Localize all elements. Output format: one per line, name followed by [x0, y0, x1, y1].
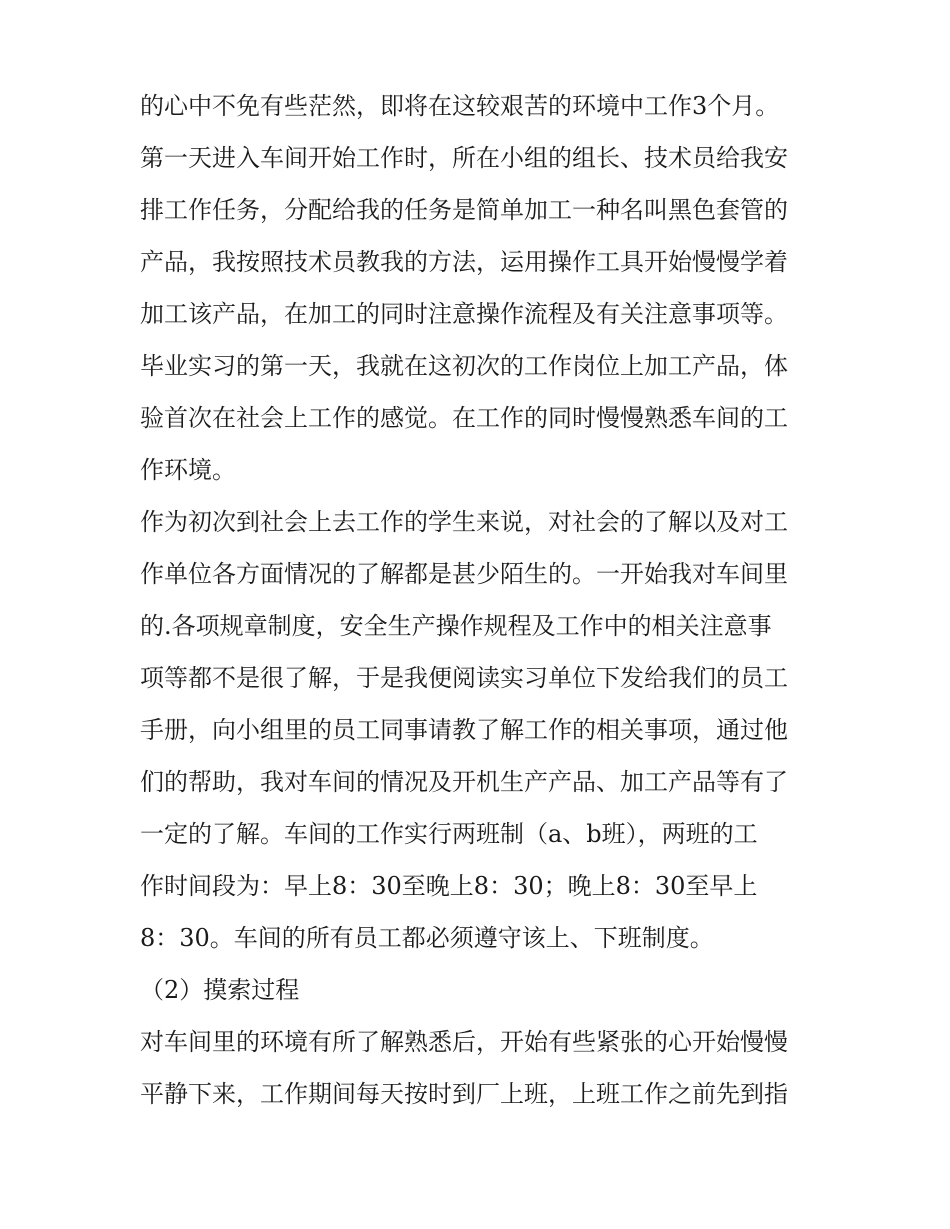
section-heading: （2）摸索过程	[140, 976, 300, 1004]
text-line: 们的帮助，我对车间的情况及开机生产产品、加工产品等有了	[140, 768, 788, 796]
text-line: 的.各项规章制度，安全生产操作规程及工作中的相关注意事	[140, 612, 772, 640]
text-line: 毕业实习的第一天，我就在这初次的工作岗位上加工产品，体	[140, 352, 788, 380]
text-line: 作时间段为：早上8：30至晚上8：30；晚上8：30至早上	[140, 872, 758, 900]
text-line: 手册，向小组里的员工同事请教了解工作的相关事项，通过他	[140, 716, 788, 744]
text-line: 作单位各方面情况的了解都是甚少陌生的。一开始我对车间里	[140, 560, 788, 588]
text-line: 产品，我按照技术员教我的方法，运用操作工具开始慢慢学着	[140, 248, 788, 276]
text-line: 第一天进入车间开始工作时，所在小组的组长、技术员给我安	[140, 144, 788, 172]
text-line: 作环境。	[140, 456, 236, 484]
text-line: 加工该产品，在加工的同时注意操作流程及有关注意事项等。	[140, 300, 788, 328]
text-line: 验首次在社会上工作的感觉。在工作的同时慢慢熟悉车间的工	[140, 404, 788, 432]
text-line: 项等都不是很了解，于是我便阅读实习单位下发给我们的员工	[140, 664, 788, 692]
text-line: 作为初次到社会上去工作的学生来说，对社会的了解以及对工	[140, 508, 788, 536]
text-line: 排工作任务，分配给我的任务是简单加工一种名叫黑色套管的	[140, 196, 788, 224]
text-line: 对车间里的环境有所了解熟悉后，开始有些紧张的心开始慢慢	[140, 1028, 788, 1056]
text-line: 8：30。车间的所有员工都必须遵守该上、下班制度。	[140, 924, 714, 952]
text-line: 一定的了解。车间的工作实行两班制（a、b班），两班的工	[140, 820, 758, 848]
text-line: 平静下来，工作期间每天按时到厂上班，上班工作之前先到指	[140, 1080, 788, 1108]
text-line: 的心中不免有些茫然，即将在这较艰苦的环境中工作3个月。	[140, 92, 780, 120]
body-text	[140, 80, 820, 1120]
